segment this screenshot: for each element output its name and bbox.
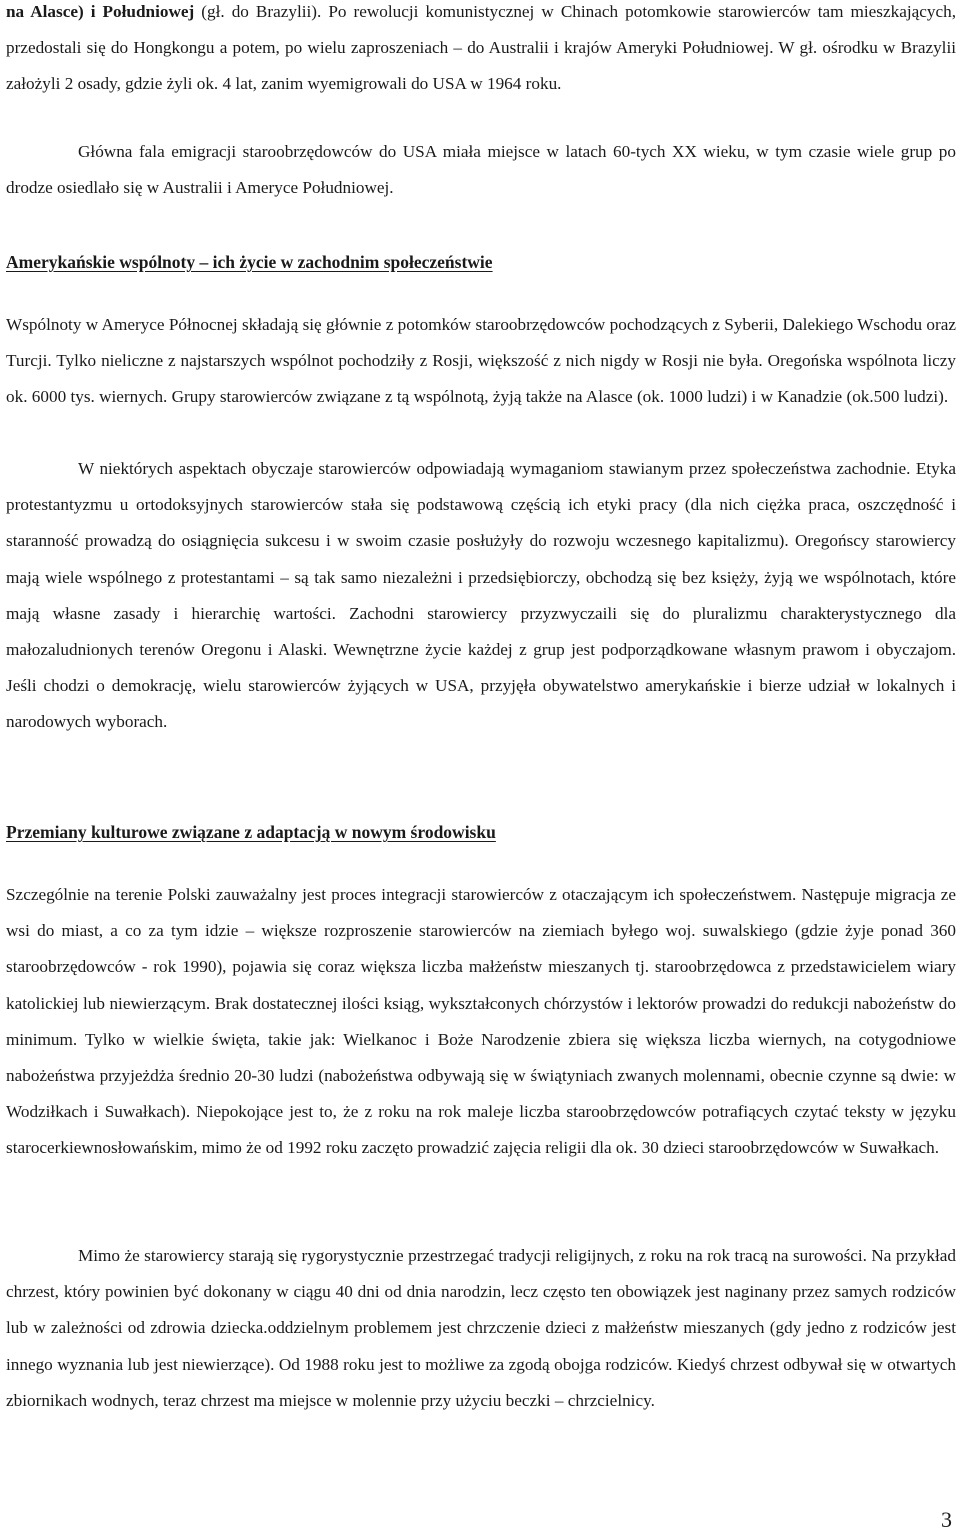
paragraph-customs: W niektórych aspektach obyczaje starowierców odpowiadają wymaganiom stawianym przez społeczeństwa zachodnie. Etyka protestantyzmu u ortodoksyjnych starowierców stała się podstawową częścią ich etyki pracy (dla nich ciężka praca, oszczędność i staranność prowadzą do osiągnięcia sukcesu i w swoim czasie posłużyły do rozwoju wczesnego kapitalizmu). Oregońscy starowiercy mają wiele wspólnego z protestantami – są tak samo niezależni i przedsiębiorczy, obchodzą się bez księży, żyją we wspólnotach, które mają własne zasady i hierarchię wartości. Zachodni starowiercy przyzwyczaili się do pluralizmu charakterystycznego dla małozaludnionych terenów Oregonu i Alaski. Wewnętrzne życie każdej z grup jest podporządkowane własnym prawom i obyczajom. Jeśli chodzi o demokrację, wielu starowierców żyjących w USA, przyjęła obywatelstwo amerykańskie i bierze udział w lokalnych i narodowych wyborach. — [6, 459, 956, 732]
paragraph-intro-text: (gł. do Brazylii). Po rewolucji komunistycznej w Chinach potomkowie starowierców tam mieszkających, przedostali się do Hongkongu a potem, po wielu zaproszeniach – do Australii i krajów Ameryki Południowej. W gł. ośrodku w Brazylii założyli 2 osady, gdzie żyli ok. 4 lat, zanim wyemigrowali do USA w 1964 roku. — [6, 2, 956, 94]
paragraph-integration: Szczególnie na terenie Polski zauważalny jest proces integracji starowierców z otaczającym ich społeczeństwem. Następuje migracja ze wsi do miast, a co za tym idzie – większe rozproszenie starowierców na ziemiach byłego woj. suwalskiego (gdzie żyje ponad 360 staroobrzędowców - rok 1990), pojawia się coraz większa liczba małżeństw mieszanych tj. staroobrzędowca z przedstawicielem wiary katolickiej lub niewierzącym. Brak dostatecznej ilości ksiąg, wykształconych chórzystów i lektorów prowadzi do redukcji nabożeństw do minimum. Tylko w wielkie święta, takie jak: Wielkanoc i Boże Narodzenie zbiera się większa liczba wiernych, na cotygodniowe nabożeństwa przyjeżdża średnio 20-30 ludzi (nabożeństwa odbywają się w świątyniach zwanych molennami, obecnie czynne są dwie: w Wodziłkach i Suwałkach). Niepokojące jest to, że z roku na rok maleje liczba staroobrzędowców potrafiących czytać teksty w języku starocerkiewnosłowańskim, mimo że od 1992 roku zaczęto prowadzić zajęcia religii dla ok. 30 dzieci staroobrzędowców w Suwałkach. — [6, 885, 956, 1158]
paragraph-emigration: Główna fala emigracji staroobrzędowców do USA miała miejsce w latach 60-tych XX wieku, w tym czasie wiele grup po drodze osiedlało się w Australii i Ameryce Południowej. — [6, 142, 956, 198]
paragraph-intro — [6, 0, 956, 103]
paragraph-intro-bold: na Alasce) i Południowej — [6, 2, 195, 21]
section-heading-american-communities: Amerykańskie wspólnoty – ich życie w zachodnim społeczeństwie — [6, 252, 493, 272]
paragraph-traditions: Mimo że starowiercy starają się rygorystycznie przestrzegać tradycji religijnych, z roku na rok tracą na surowości. Na przykład chrzest, który powinien być dokonany w ciągu 40 dni od dnia narodzin, lecz często ten obowiązek jest naginany przez samych rodziców lub w zależności od zdrowia dziecka.oddzielnym problemem jest chrzczenie dzieci z małżeństw mieszanych (gdy jedno z rodziców jest innego wyznania lub jest niewierzące). Od 1988 roku jest to możliwe za zgodą obojga rodziców. Kiedyś chrzest odbywał się w otwartych zbiornikach wodnych, teraz chrzest ma miejsce w molennie przy użyciu beczki – chrzcielnicy. — [6, 1246, 956, 1410]
section-heading-cultural-changes: Przemiany kulturowe związane z adaptacją w nowym środowisku — [6, 822, 496, 842]
paragraph-communities: Wspólnoty w Ameryce Północnej składają się głównie z potomków staroobrzędowców pochodzących z Syberii, Dalekiego Wschodu oraz Turcji. Tylko nieliczne z najstarszych wspólnot pochodziły z Rosji, większość z nich nigdy w Rosji nie była. Oregońska wspólnota liczy ok. 6000 tys. wiernych. Grupy starowierców związane z tą wspólnotą, żyją także na Alasce (ok. 1000 ludzi) i w Kanadzie (ok.500 ludzi). — [6, 315, 956, 407]
page-number: 3 — [941, 1507, 952, 1532]
